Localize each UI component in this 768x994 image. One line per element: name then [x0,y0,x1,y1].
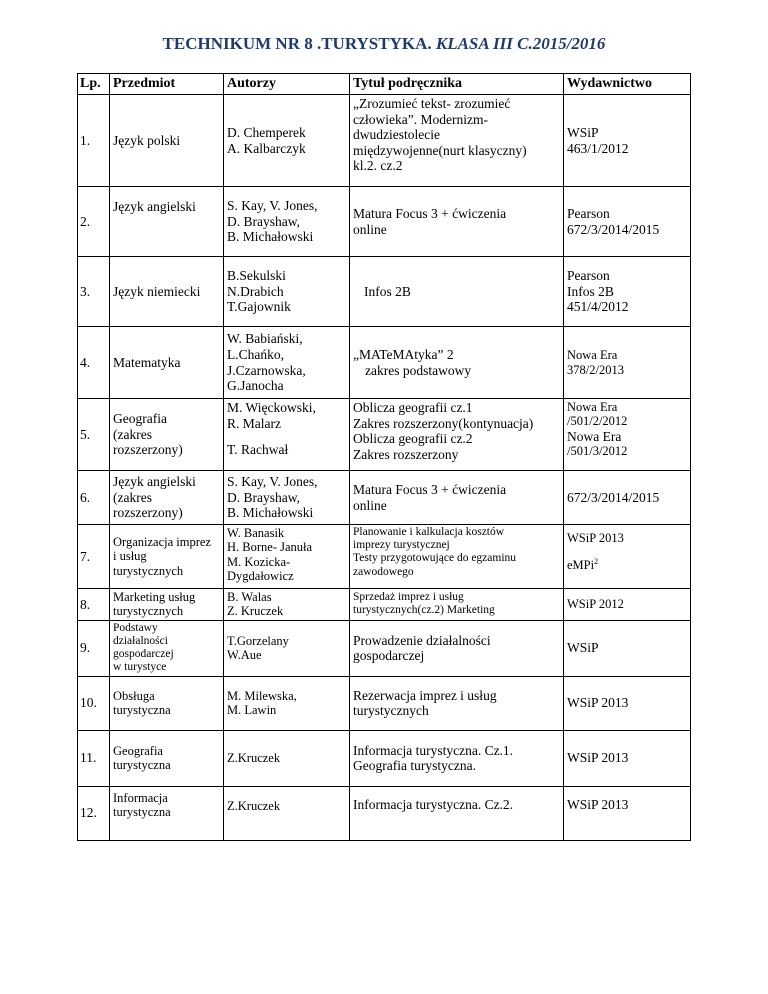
author-line: N.Drabich [227,283,284,299]
row-authors [224,399,350,471]
author-line: T.Gorzelany [227,633,289,648]
book-line: gospodarczej [353,648,425,664]
row-book [350,525,564,589]
row-lp: 4. [78,327,110,399]
book-line: Matura Focus 3 + ćwiczenia [353,481,507,497]
subject-line: turystyczna [113,703,171,718]
book-line: zakres podstawowy [365,362,472,378]
book-line: Oblicza geografii cz.1 [353,400,473,415]
header-lp: Lp. [78,74,110,95]
publisher-superscript: 2 [594,557,599,567]
author-line: B. Michałowski [227,229,314,245]
row-lp: 10. [78,676,110,730]
book-line: zawodowego [353,565,414,578]
row-subject [110,589,224,621]
page-title [0,34,768,54]
row-publisher [564,327,691,399]
book-line: turystycznych(cz.2) Marketing [353,604,495,617]
author-line: G.Janocha [227,378,284,394]
author-line: W. Banasik [227,526,285,540]
row-lp: 11. [78,730,110,786]
row-publisher [564,730,691,786]
book-line: międzywojenne(nurt klasyczny) [353,142,527,158]
row-publisher [564,525,691,589]
publisher-line: WSiP 2013 [567,531,624,545]
subject-line: Język angielski [113,474,196,490]
table-row [78,95,691,187]
header-subject: Przedmiot [110,74,224,95]
book-line: „Zrozumieć tekst- zrozumieć [353,96,511,111]
row-lp: 6. [78,471,110,525]
row-subject [110,525,224,589]
table-row [78,471,691,525]
subject-line: Język niemiecki [113,283,201,299]
author-line: A. Kalbarczyk [227,140,306,156]
row-book [350,589,564,621]
row-authors [224,327,350,399]
subject-line: turystyczna [113,758,171,773]
row-subject [110,327,224,399]
row-subject [110,187,224,257]
row-authors [224,257,350,327]
row-book [350,257,564,327]
row-subject [110,786,224,840]
row-publisher [564,257,691,327]
row-book [350,95,564,187]
subject-line: Język angielski [113,199,196,214]
row-authors [224,471,350,525]
table-row [78,786,691,840]
subject-line: turystyczna [113,805,171,820]
subject-line: Informacja [113,790,168,805]
row-subject [110,399,224,471]
publisher-line: 672/3/2014/2015 [567,489,660,505]
row-subject [110,676,224,730]
publisher-line: /501/2/2012 [567,414,628,429]
subject-line: działalności [113,635,168,648]
row-subject [110,620,224,676]
author-line: D. Brayshaw, [227,213,300,229]
publisher-line: /501/3/2012 [567,444,628,459]
publisher-line: WSiP [567,640,599,656]
row-lp: 3. [78,257,110,327]
row-subject [110,95,224,187]
row-book [350,399,564,471]
book-line: Informacja turystyczna. Cz.1. [353,742,514,758]
publisher-line: WSiP 2013 [567,750,629,766]
author-line: D. Chemperek [227,124,306,140]
author-line: M. Więckowski, [227,400,316,415]
header-publisher: Wydawnictwo [564,74,691,95]
table-row [78,525,691,589]
book-line: Infos 2B [364,283,411,299]
author-line: Z. Kruczek [227,604,284,619]
book-line: Geografia turystyczna. [353,758,476,774]
row-authors [224,730,350,786]
subject-line: Organizacja imprez [113,534,211,549]
header-book: Tytuł podręcznika [350,74,564,95]
publisher-line: WSiP 2012 [567,597,624,612]
subject-line: Geografia [113,743,163,758]
book-line: online [353,221,387,237]
table-row [78,620,691,676]
row-subject [110,257,224,327]
publisher-line: 463/1/2012 [567,140,629,156]
author-line: S. Kay, V. Jones, [227,198,318,214]
row-publisher [564,676,691,730]
table-row [78,187,691,257]
row-authors [224,95,350,187]
author-line: J.Czarnowska, [227,362,306,378]
row-book [350,327,564,399]
subject-line: w turystyce [113,661,167,674]
publisher-line: Pearson [567,268,610,284]
row-publisher [564,399,691,471]
subject-line: Podstawy [113,621,158,634]
book-line: Sprzedaż imprez i usług [353,591,464,604]
row-publisher [564,786,691,840]
table-header-row [78,74,691,95]
table-row [78,589,691,621]
publisher-line: WSiP 2013 [567,695,629,711]
table-row [78,327,691,399]
row-publisher [564,471,691,525]
publisher-line: eMPi [567,558,595,573]
publisher-line: 672/3/2014/2015 [567,221,660,237]
subject-line: (zakres [113,426,152,442]
title-main: TECHNIKUM NR 8 .TURYSTYKA. [162,34,432,53]
row-authors [224,676,350,730]
author-line: W.Aue [227,648,262,663]
row-lp: 9. [78,620,110,676]
row-authors [224,786,350,840]
book-line: online [353,497,387,513]
subject-line: (zakres [113,489,152,505]
subject-line: Język polski [113,132,181,148]
author-line: D. Brayshaw, [227,489,300,505]
publisher-line: Nowa Era [567,400,618,414]
author-line: S. Kay, V. Jones, [227,474,318,490]
row-book [350,187,564,257]
publisher-line: WSiP [567,124,599,140]
row-publisher [564,589,691,621]
book-line: Rezerwacja imprez i usług [353,687,497,703]
subject-line: Geografia [113,411,167,427]
subject-line: i usług [113,549,147,564]
publisher-line: Pearson [567,205,610,221]
subject-line: Matematyka [113,354,181,370]
author-line: M. Kozicka- [227,554,291,569]
author-line: M. Lawin [227,703,277,718]
row-book [350,620,564,676]
book-line: imprezy turystycznej [353,539,450,552]
book-line: Zakres rozszerzony(kontynuacja) [353,415,534,431]
subject-line: Obsługa [113,688,155,703]
book-line: kl.2. cz.2 [353,158,403,174]
subject-line: turystycznych [113,563,184,578]
row-lp: 7. [78,525,110,589]
publisher-line: Nowa Era [567,348,618,363]
book-line: Zakres rozszerzony [353,446,459,462]
book-line: dwudziestolecie [353,127,440,143]
row-authors [224,589,350,621]
author-line: Z.Kruczek [227,751,281,766]
subject-line: rozszerzony) [113,505,183,521]
row-book [350,786,564,840]
row-lp: 5. [78,399,110,471]
row-authors [224,525,350,589]
book-line: człowieka”. Modernizm- [353,111,488,127]
row-book [350,676,564,730]
table-row [78,676,691,730]
row-publisher [564,187,691,257]
book-line: Matura Focus 3 + ćwiczenia [353,205,507,221]
row-book [350,471,564,525]
book-line: Prowadzenie działalności [353,632,491,648]
subject-line: Marketing usług [113,590,196,604]
publisher-line: 378/2/2013 [567,362,624,377]
title-class: KLASA III C.2015/2016 [435,34,606,53]
author-line: W. Babiański, [227,331,303,347]
author-line: B. Michałowski [227,505,314,521]
book-line: Informacja turystyczna. Cz.2. [353,796,514,812]
row-lp: 2. [78,187,110,257]
book-line: turystycznych [353,703,429,719]
author-line: H. Borne- Januła [227,540,313,555]
row-book [350,730,564,786]
author-line: T.Gajownik [227,299,291,315]
table-row [78,399,691,471]
textbook-table [77,73,691,841]
row-authors [224,620,350,676]
book-line: Testy przygotowujące do egzaminu [353,552,517,565]
author-line: L.Chańko, [227,346,284,362]
author-line: R. Malarz [227,415,281,431]
row-lp: 1. [78,95,110,187]
publisher-line: Infos 2B [567,283,614,299]
header-authors: Autorzy [224,74,350,95]
row-lp: 12. [78,786,110,840]
author-line: T. Rachwał [227,442,289,458]
publisher-line: Nowa Era [567,428,622,444]
subject-line: turystycznych [113,604,184,619]
author-line: M. Milewska, [227,688,297,703]
row-publisher [564,620,691,676]
book-line: Planowanie i kalkulacja kosztów [353,526,505,538]
author-line: Dygdałowicz [227,569,294,584]
subject-line: rozszerzony) [113,442,183,458]
publisher-line: 451/4/2012 [567,299,629,315]
row-authors [224,187,350,257]
book-line: „MATeMAtyka” 2 [353,346,454,362]
table-row [78,730,691,786]
author-line: Z.Kruczek [227,798,281,813]
row-subject [110,730,224,786]
row-lp: 8. [78,589,110,621]
author-line: B.Sekulski [227,268,286,284]
publisher-line: WSiP 2013 [567,796,629,812]
subject-line: gospodarczej [113,648,174,661]
row-subject [110,471,224,525]
book-line: Oblicza geografii cz.2 [353,431,473,447]
author-line: B. Walas [227,590,272,604]
table-row [78,257,691,327]
row-publisher [564,95,691,187]
